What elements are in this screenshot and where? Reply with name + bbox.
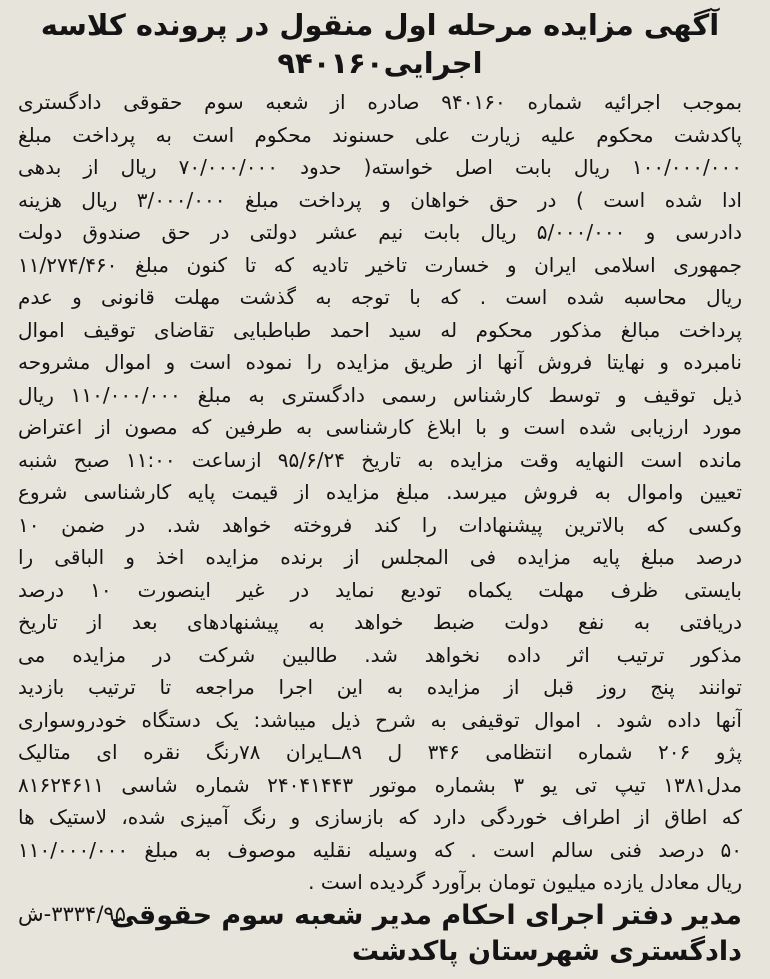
body-line: مدل۱۳۸۱ تیپ تی یو ۳ بشماره موتور ۲۴۰۴۱۴۴۳ شماره شاسی ۸۱۶۲۴۶۱۱ xyxy=(18,772,742,797)
signature-line-2: دادگستری شهرستان پاکدشت xyxy=(351,936,742,967)
body-line: ریال معادل یازده میلیون تومان برآورد گردیده است . xyxy=(308,870,742,894)
body-line: مورد ارزیابی شده است و با ابلاغ کارشناسی به طرفین که مصون از اعتراض xyxy=(18,415,742,439)
notice-title-line-1: آگهی مزایده مرحله اول منقول در پرونده کلاسه xyxy=(40,8,720,42)
body-line: وکسی که بالاترین پیشنهادات را کند فروخته خواهد شد. در ضمن ۱۰ xyxy=(18,512,742,537)
body-line: پاکدشت محکوم علیه زیارت علی حسنوند محکوم است به پرداخت مبلغ xyxy=(18,122,742,147)
body-line: پرداخت مبالغ مذکور محکوم له سید احمد طباطبایی تقاضای توقیف اموال xyxy=(18,317,742,342)
body-line: ۱۰۰/۰۰۰/۰۰۰ ریال بابت اصل خواسته( حدود ۷۰/۰۰۰/۰۰۰ ریال از بدهی xyxy=(18,155,742,179)
body-line: ریال محاسبه شده است . که با توجه به گذشت مهلت قانونی و عدم xyxy=(18,285,742,309)
body-line: نامبرده و نهایتا فروش آنها از طریق مزایده را نموده است و اموال مشروحه xyxy=(18,350,742,374)
body-line: جمهوری اسلامی ایران و خسارت تاخیر تادیه که تا کنون مبلغ ۱۱/۲۷۴/۴۶۰ xyxy=(18,252,742,277)
reference-code: ۳۳۳۴/۹۵-ش xyxy=(18,902,126,926)
notice-footer xyxy=(18,898,742,970)
body-line: آنها داده شود . اموال توقیفی به شرح ذیل میباشد: یک دستگاه خودروسواری xyxy=(18,707,742,732)
body-line: تعیین واموال به فروش میرسد. مبلغ مزایده از قیمت پایه کارشناسی شروع xyxy=(18,480,742,504)
body-line: دادرسی و ۵/۰۰۰/۰۰۰ ریال بابت نیم عشر دولتی در حق صندوق دولت xyxy=(18,220,742,244)
notice-body xyxy=(18,86,742,899)
body-line: پژو ۲۰۶ شماره انتظامی ۳۴۶ ل ۸۹ــایران ۷۸رنگ نقره ای متالیک xyxy=(18,740,742,764)
body-line: ذیل توقیف و توسط کارشناس رسمی دادگستری به مبلغ ۱۱۰/۰۰۰/۰۰۰ ریال xyxy=(18,382,742,407)
body-line: مانده است النهایه وقت مزایده به تاریخ ۹۵/۶/۲۴ ازساعت ۱۱:۰۰ صبح شنبه xyxy=(18,447,742,472)
body-line: که اطاق از اطراف خوردگی دارد که بازسازی و رنگ آمیزی شده، لاستیک ها xyxy=(18,805,742,829)
signature-line-1: مدیر دفتر اجرای احکام مدیر شعبه سوم حقوقی xyxy=(111,900,742,931)
notice-title-line-2: اجرایی۹۴۰۱۶۰ xyxy=(277,46,483,80)
body-line: مذکور ترتیب اثر داده نخواهد شد. طالبین شرکت در مزایده می xyxy=(18,642,742,667)
body-line: ادا شده است ) در حق خواهان و پرداخت مبلغ ۳/۰۰۰/۰۰۰ ریال هزینه xyxy=(18,187,742,212)
body-line: بموجب اجرائیه شماره ۹۴۰۱۶۰ صادره از شعبه سوم حقوقی دادگستری xyxy=(18,90,742,114)
body-line: بایستی ظرف مهلت یکماه تودیع نماید در غیر اینصورت ۱۰ درصد xyxy=(18,577,742,602)
body-line: دریافتی به نفع دولت ضبط خواهد به پیشنهادهای بعد از تاریخ xyxy=(18,610,742,634)
body-line: درصد مبلغ پایه مزایده فی المجلس از برنده مزایده اخذ و الباقی را xyxy=(18,545,742,569)
body-line: توانند پنج روز قبل از مزایده به این اجرا مراجعه تا ترتیب بازدید xyxy=(18,675,742,699)
body-line: ۵۰ درصد فنی سالم است . که وسیله نقلیه موصوف به مبلغ ۱۱۰/۰۰۰/۰۰۰ xyxy=(18,837,742,862)
